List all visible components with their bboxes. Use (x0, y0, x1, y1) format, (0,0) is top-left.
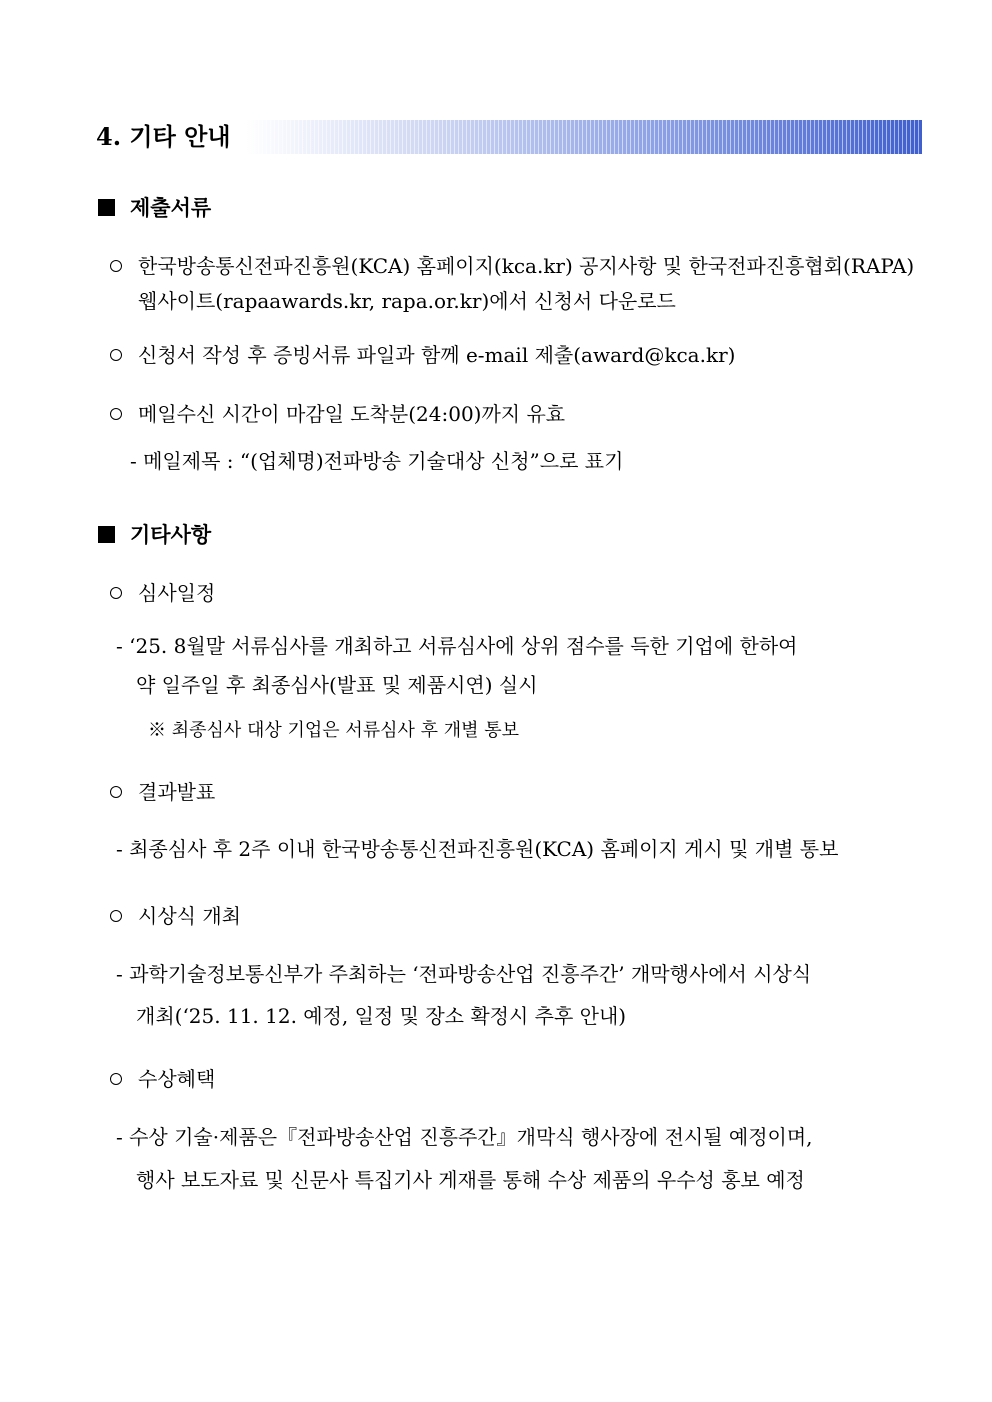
circle-bullet-icon (110, 260, 122, 272)
title-gradient-bar (246, 120, 922, 154)
submission-line-4: 메일수신 시간이 마감일 도착분(24:00)까지 유효 (138, 402, 566, 426)
submission-line-2: 웹사이트(rapaawards.kr, rapa.or.kr)에서 신청서 다운로드 (138, 289, 676, 313)
circle-bullet-icon (110, 408, 122, 420)
section-heading-misc: 기타사항 (130, 522, 212, 547)
misc-line-1: 심사일정 (138, 581, 216, 605)
misc-line-9: 개최(‘25. 11. 12. 예정, 일정 및 장소 확정시 추후 안내) (136, 1004, 627, 1028)
misc-line-4: ※ 최종심사 대상 기업은 서류심사 후 개별 통보 (148, 720, 520, 741)
section-heading-submission: 제출서류 (130, 195, 212, 220)
misc-line-11: - 수상 기술·제품은『전파방송산업 진흥주간』개막식 행사장에 전시될 예정이며, (116, 1125, 813, 1149)
misc-line-8: - 과학기술정보통신부가 주최하는 ‘전파방송산업 진흥주간’ 개막행사에서 시상식 (116, 962, 812, 986)
misc-line-12: 행사 보도자료 및 신문사 특집기사 게재를 통해 수상 제품의 우수성 홍보 예정 (136, 1168, 805, 1192)
misc-line-2: - ‘25. 8월말 서류심사를 개최하고 서류심사에 상위 점수를 득한 기업에 한하여 (116, 634, 798, 658)
misc-line-5: 결과발표 (138, 780, 216, 804)
circle-bullet-icon (110, 587, 122, 599)
misc-line-6: - 최종심사 후 2주 이내 한국방송통신전파진흥원(KCA) 홈페이지 게시 및 개별 통보 (116, 837, 839, 861)
page-title: 4. 기타 안내 (96, 122, 231, 151)
square-bullet-icon (98, 199, 115, 216)
submission-line-1: 한국방송통신전파진흥원(KCA) 홈페이지(kca.kr) 공지사항 및 한국전파진흥협회(RAPA) (138, 254, 915, 278)
misc-line-7: 시상식 개최 (138, 904, 241, 928)
misc-line-3: 약 일주일 후 최종심사(발표 및 제품시연) 실시 (136, 673, 538, 697)
circle-bullet-icon (110, 1073, 122, 1085)
circle-bullet-icon (110, 786, 122, 798)
circle-bullet-icon (110, 349, 122, 361)
misc-line-10: 수상혜택 (138, 1067, 216, 1091)
submission-line-3: 신청서 작성 후 증빙서류 파일과 함께 e-mail 제출(award@kca.kr) (138, 343, 736, 367)
submission-line-5: - 메일제목 : “(업체명)전파방송 기술대상 신청”으로 표기 (130, 449, 624, 473)
section-title-bar (96, 120, 922, 154)
square-bullet-icon (98, 526, 115, 543)
circle-bullet-icon (110, 910, 122, 922)
